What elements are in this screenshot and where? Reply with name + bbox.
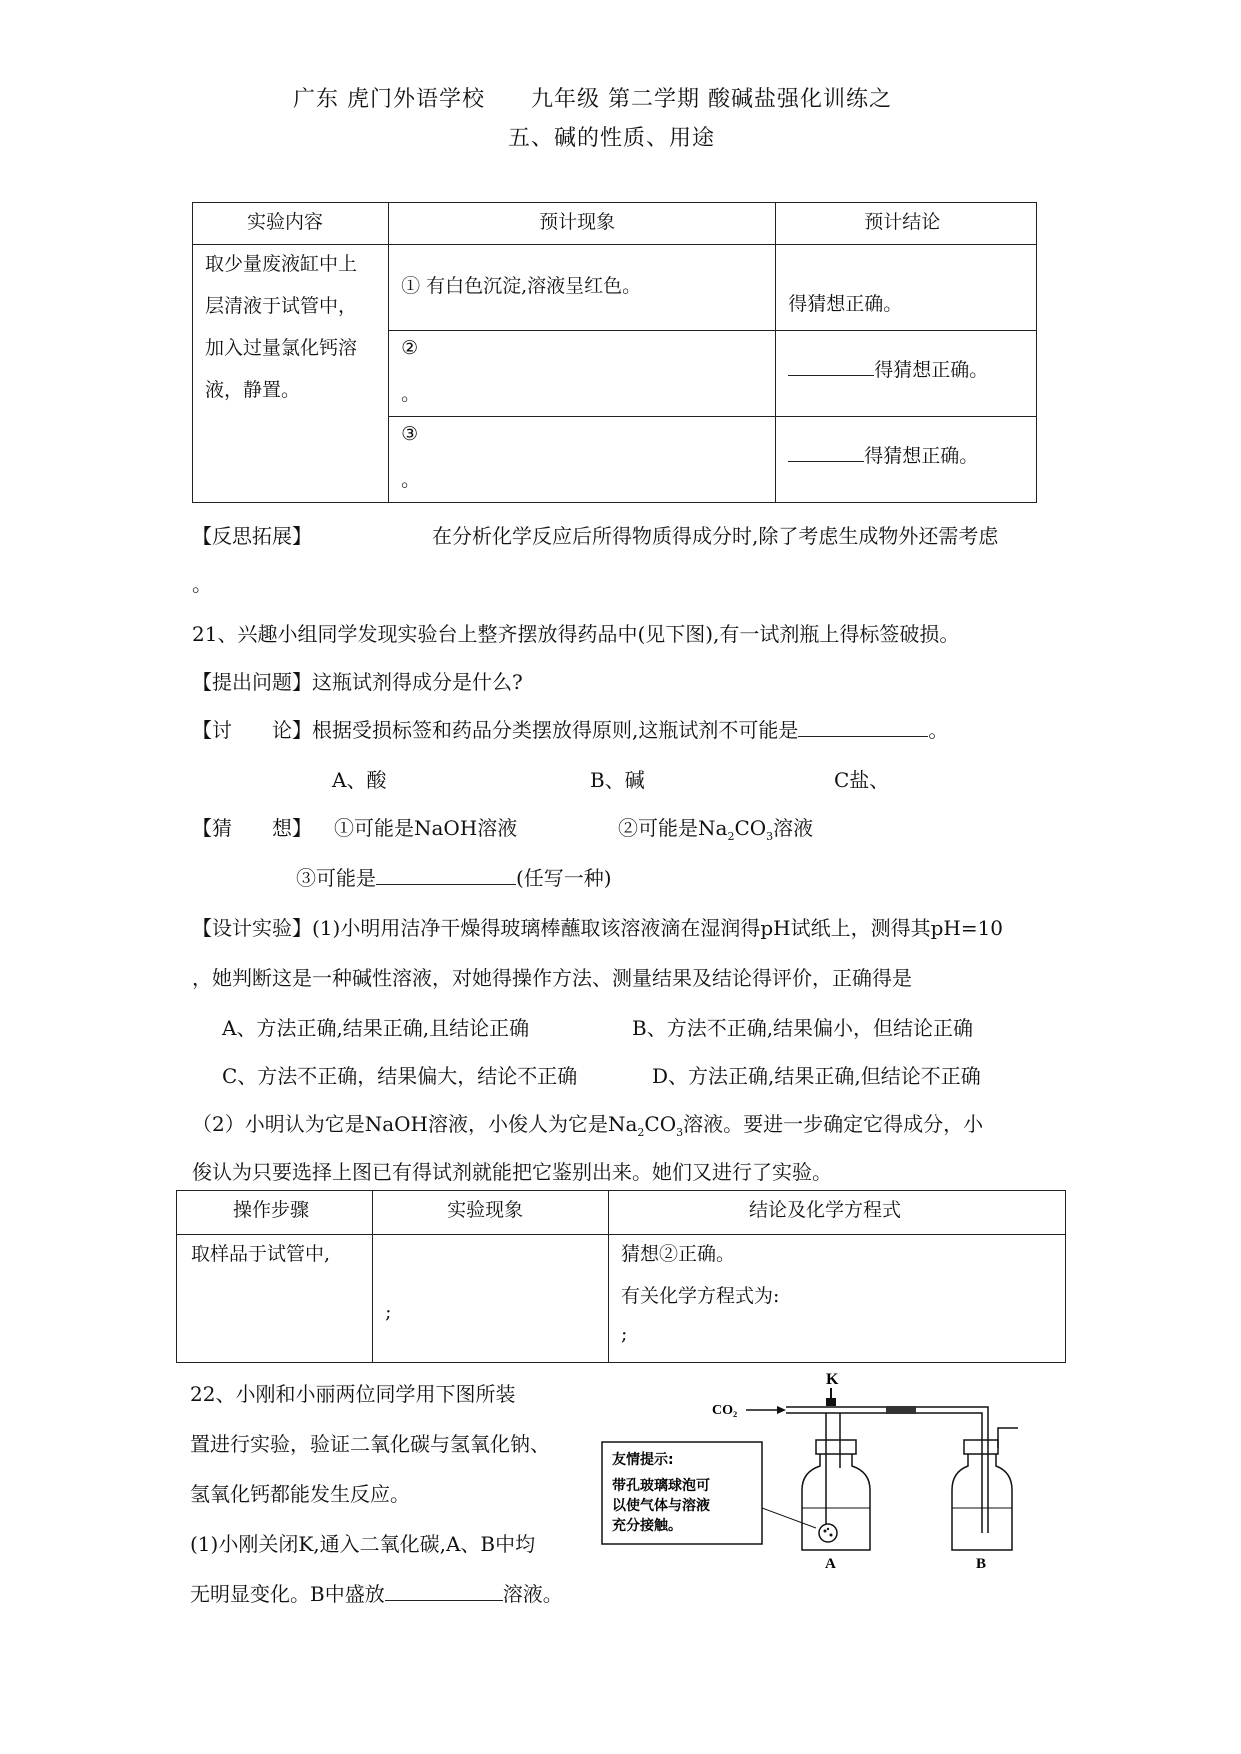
bottle-a-label: A [825,1556,836,1568]
guess-1: ①可能是NaOH溶液 [334,816,518,840]
q22-line-5: 无明显变化。B中盛放 溶液。 [190,1582,563,1606]
reflect-tail: 。 [192,572,212,596]
q22-blank[interactable] [385,1582,503,1601]
table2-step-cell: 取样品于试管中, [177,1235,373,1363]
answer-blank[interactable] [788,443,864,462]
table1-row1-conclusion: 得猜想正确。 [776,245,1037,331]
guess3-blank[interactable] [376,866,516,885]
bottle-b-stopper [964,1440,998,1454]
q22-line-1: 22、小刚和小丽两位同学用下图所装 [190,1382,516,1406]
reflect-label: 【反思拓展】 [192,524,312,548]
table1-row3-conclusion: 得猜想正确。 [776,417,1037,503]
q22-line-4: (1)小刚关闭K,通入二氧化碳,A、B中均 [190,1532,536,1556]
guess-2: ②可能是$Na_2CO_3$溶液 [618,816,814,843]
table1-row2-conclusion: 得猜想正确。 [776,331,1037,417]
q22-line-2: 置进行实验，验证二氧化碳与氢氧化钠、 [190,1432,550,1456]
discuss-blank[interactable] [798,718,928,737]
choice-d: D、方法正确,结果正确,但结论不正确 [652,1064,981,1088]
table2-header-conclusion: 结论及化学方程式 [609,1191,1066,1235]
arrow-head [777,1406,786,1414]
guess-3: ③可能是 (任写一种) [296,866,612,890]
table2-header-phenomenon: 实验现象 [373,1191,609,1235]
experiment-table-1 [192,202,1037,503]
option-a: A、酸 [332,768,387,792]
reflect-text: 在分析化学反应后所得物质得成分时,除了考虑生成物外还需考虑 [432,524,999,548]
page-subtitle: 五、碱的性质、用途 [508,126,716,151]
k-label: K [826,1371,839,1388]
table2-header-step: 操作步骤 [177,1191,373,1235]
part2-line-2: 俊认为只要选择上图已有得试剂就能把它鉴别出来。她们又进行了实验。 [192,1160,832,1184]
design-line-2: ，她判断这是一种碱性溶液，对她得操作方法、测量结果及结论得评价，正确得是 [192,966,912,990]
tip-line-1: 带孔玻璃球泡可 [612,1478,710,1494]
choice-b: B、方法不正确,结果偏小，但结论正确 [632,1016,974,1040]
bottle-b-label: B [976,1556,987,1568]
q21-question: 【提出问题】这瓶试剂得成分是什么? [192,670,523,694]
tip-line-2: 以使气体与溶液 [612,1498,710,1514]
q21-discuss: 【讨 论】根据受损标签和药品分类摆放得原则,这瓶试剂不可能是 。 [192,718,949,742]
tip-pointer [762,1508,816,1528]
choice-c: C、方法不正确，结果偏大，结论不正确 [222,1064,578,1088]
bulb-icon [819,1524,837,1542]
experiment-table-2 [176,1190,1066,1363]
choice-a: A、方法正确,结果正确,且结论正确 [222,1016,530,1040]
answer-blank[interactable] [788,357,874,376]
rubber-connector [886,1406,916,1414]
table1-row2-phenomenon: ② 。 [389,331,776,417]
table1-content-cell: 取少量废液缸中上 层清液于试管中， 加入过量氯化钙溶 液，静置。 [193,245,389,503]
table1-row1-phenomenon: ① 有白色沉淀,溶液呈红色。 [389,245,776,331]
table1-header-conclusion: 预计结论 [776,203,1037,245]
table1-header-phenomenon: 预计现象 [389,203,776,245]
valve-k[interactable] [826,1398,836,1406]
guess-label: 【猜 想】 [192,816,312,840]
page-title: 广东 虎门外语学校 九年级 第二学期 酸碱盐强化训练之 [293,87,892,112]
part2-line-1: （2）小明认为它是NaOH溶液，小俊人为它是$Na_2CO_3$溶液。要进一步确定它得成分，小 [192,1112,984,1139]
table2-conclusion-cell: 猜想②正确。 有关化学方程式为: ; [609,1235,1066,1363]
design-line-1: 【设计实验】(1)小明用洁净干燥得玻璃棒蘸取该溶液滴在湿润得pH试纸上，测得其pH=10 [192,916,1004,940]
q22-line-3: 氢氧化钙都能发生反应。 [190,1482,410,1506]
option-c: C盐、 [834,768,890,792]
table1-header-content: 实验内容 [193,203,389,245]
option-b: B、碱 [590,768,645,792]
bottle-b-outlet-tube [998,1428,1018,1448]
apparatus-figure [600,1368,1020,1568]
tip-line-3: 充分接触。 [612,1518,682,1534]
tip-title: 友情提示: [612,1452,674,1468]
bottle-a-stopper [816,1440,856,1454]
q21-intro: 21、兴趣小组同学发现实验台上整齐摆放得药品中(见下图),有一试剂瓶上得标签破损。 [192,622,960,646]
co2-label: CO₂ [712,1403,738,1418]
table1-row3-phenomenon: ③ 。 [389,417,776,503]
table2-phenomenon-cell: ; [373,1235,609,1363]
